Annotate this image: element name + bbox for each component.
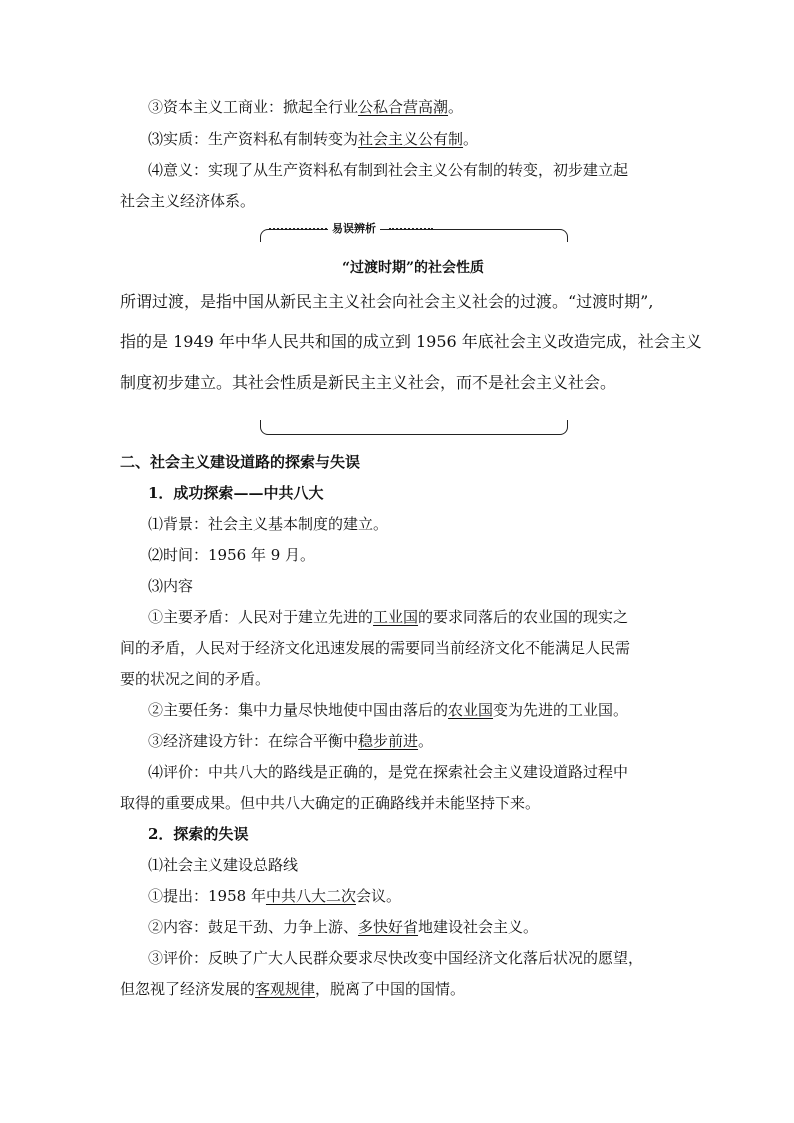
- underlined-term: 工业国: [373, 608, 419, 626]
- callout-paragraph-line: 制度初步建立。其社会性质是新民主主义社会，而不是社会主义社会。: [120, 373, 617, 392]
- policy-line: [148, 731, 708, 751]
- text: 。: [463, 130, 479, 148]
- proposed-line: [148, 886, 708, 906]
- callout-box-bottom: [260, 420, 568, 435]
- text: ⑶实质：生产资料私有制转变为: [148, 130, 359, 148]
- main-contradiction-cont: 要的状况之间的矛盾。: [120, 670, 271, 688]
- text: ③经济建设方针：在综合平衡中: [148, 732, 359, 750]
- time-line: ⑵时间：1956 年 9 月。: [148, 546, 316, 564]
- text: 会议。: [355, 887, 401, 905]
- evaluation-cont: 取得的重要成果。但中共八大确定的正确路线并未能坚持下来。: [120, 794, 541, 812]
- underlined-term: 公私合营高潮: [358, 98, 449, 116]
- underlined-term: 社会主义公有制: [358, 130, 464, 148]
- text: 。: [448, 98, 464, 116]
- underlined-term: 多快好省: [358, 918, 419, 936]
- text: 变为先进的工业国。: [493, 701, 629, 719]
- general-line-heading: ⑴社会主义建设总路线: [148, 856, 299, 874]
- text: ③资本主义工商业：掀起全行业: [148, 98, 359, 116]
- text: 。: [418, 732, 434, 750]
- line-capitalist-commerce: [148, 97, 708, 117]
- text: ，脱离了中国的国情。: [315, 980, 466, 998]
- text: ②内容：鼓足干劲、力争上游、: [148, 918, 359, 936]
- callout-paragraph-line: 所谓过渡，是指中国从新民主主义社会向社会主义社会的过渡。“过渡时期”,: [120, 292, 654, 311]
- main-contradiction-line: [148, 607, 708, 627]
- subsection-heading: 2．探索的失误: [148, 825, 249, 843]
- text: 但忽视了经济发展的: [120, 980, 256, 998]
- evaluation-line: ⑷评价：中共八大的路线是正确的，是党在探索社会主义建设道路过程中: [148, 763, 629, 781]
- line-significance-cont: 社会主义经济体系。: [120, 192, 256, 210]
- underlined-term: 农业国: [448, 701, 494, 719]
- text: ①提出：1958 年: [148, 887, 266, 905]
- main-contradiction-cont: 间的矛盾，人民对于经济文化迅速发展的需要同当前经济文化不能满足人民需: [120, 639, 631, 657]
- text: ①主要矛盾：人民对于建立先进的: [148, 608, 374, 626]
- line-essence: [148, 129, 708, 149]
- underlined-term: 中共八大二次: [265, 887, 356, 905]
- content-line: [148, 917, 708, 937]
- section-heading: 二、社会主义建设道路的探索与失误: [120, 453, 361, 471]
- text: ②主要任务：集中力量尽快地使中国由落后的: [148, 701, 449, 719]
- background-line: ⑴背景：社会主义基本制度的建立。: [148, 515, 389, 533]
- main-task-line: [148, 700, 708, 720]
- dotted-rule: [389, 228, 433, 230]
- callout-paragraph-line: 指的是 1949 年中华人民共和国的成立到 1956 年底社会主义改造完成，社会主义: [120, 332, 702, 351]
- text: 的要求同落后的农业国的现实之: [418, 608, 629, 626]
- underlined-term: 客观规律: [255, 980, 316, 998]
- text: 地建设社会主义。: [418, 918, 539, 936]
- callout-box-top: [260, 229, 568, 242]
- content-heading: ⑶内容: [148, 577, 194, 595]
- line-significance: ⑷意义：实现了从生产资料私有制到社会主义公有制的转变，初步建立起: [148, 161, 629, 179]
- evaluation-line: ③评价：反映了广大人民群众要求尽快改变中国经济文化落后状况的愿望，: [148, 949, 644, 967]
- callout-badge: 易误辨析: [328, 222, 380, 236]
- callout-title: “过渡时期”的社会性质: [341, 260, 485, 276]
- evaluation-cont: [120, 979, 680, 999]
- subsection-heading: 1．成功探索——中共八大: [148, 484, 324, 502]
- underlined-term: 稳步前进: [358, 732, 419, 750]
